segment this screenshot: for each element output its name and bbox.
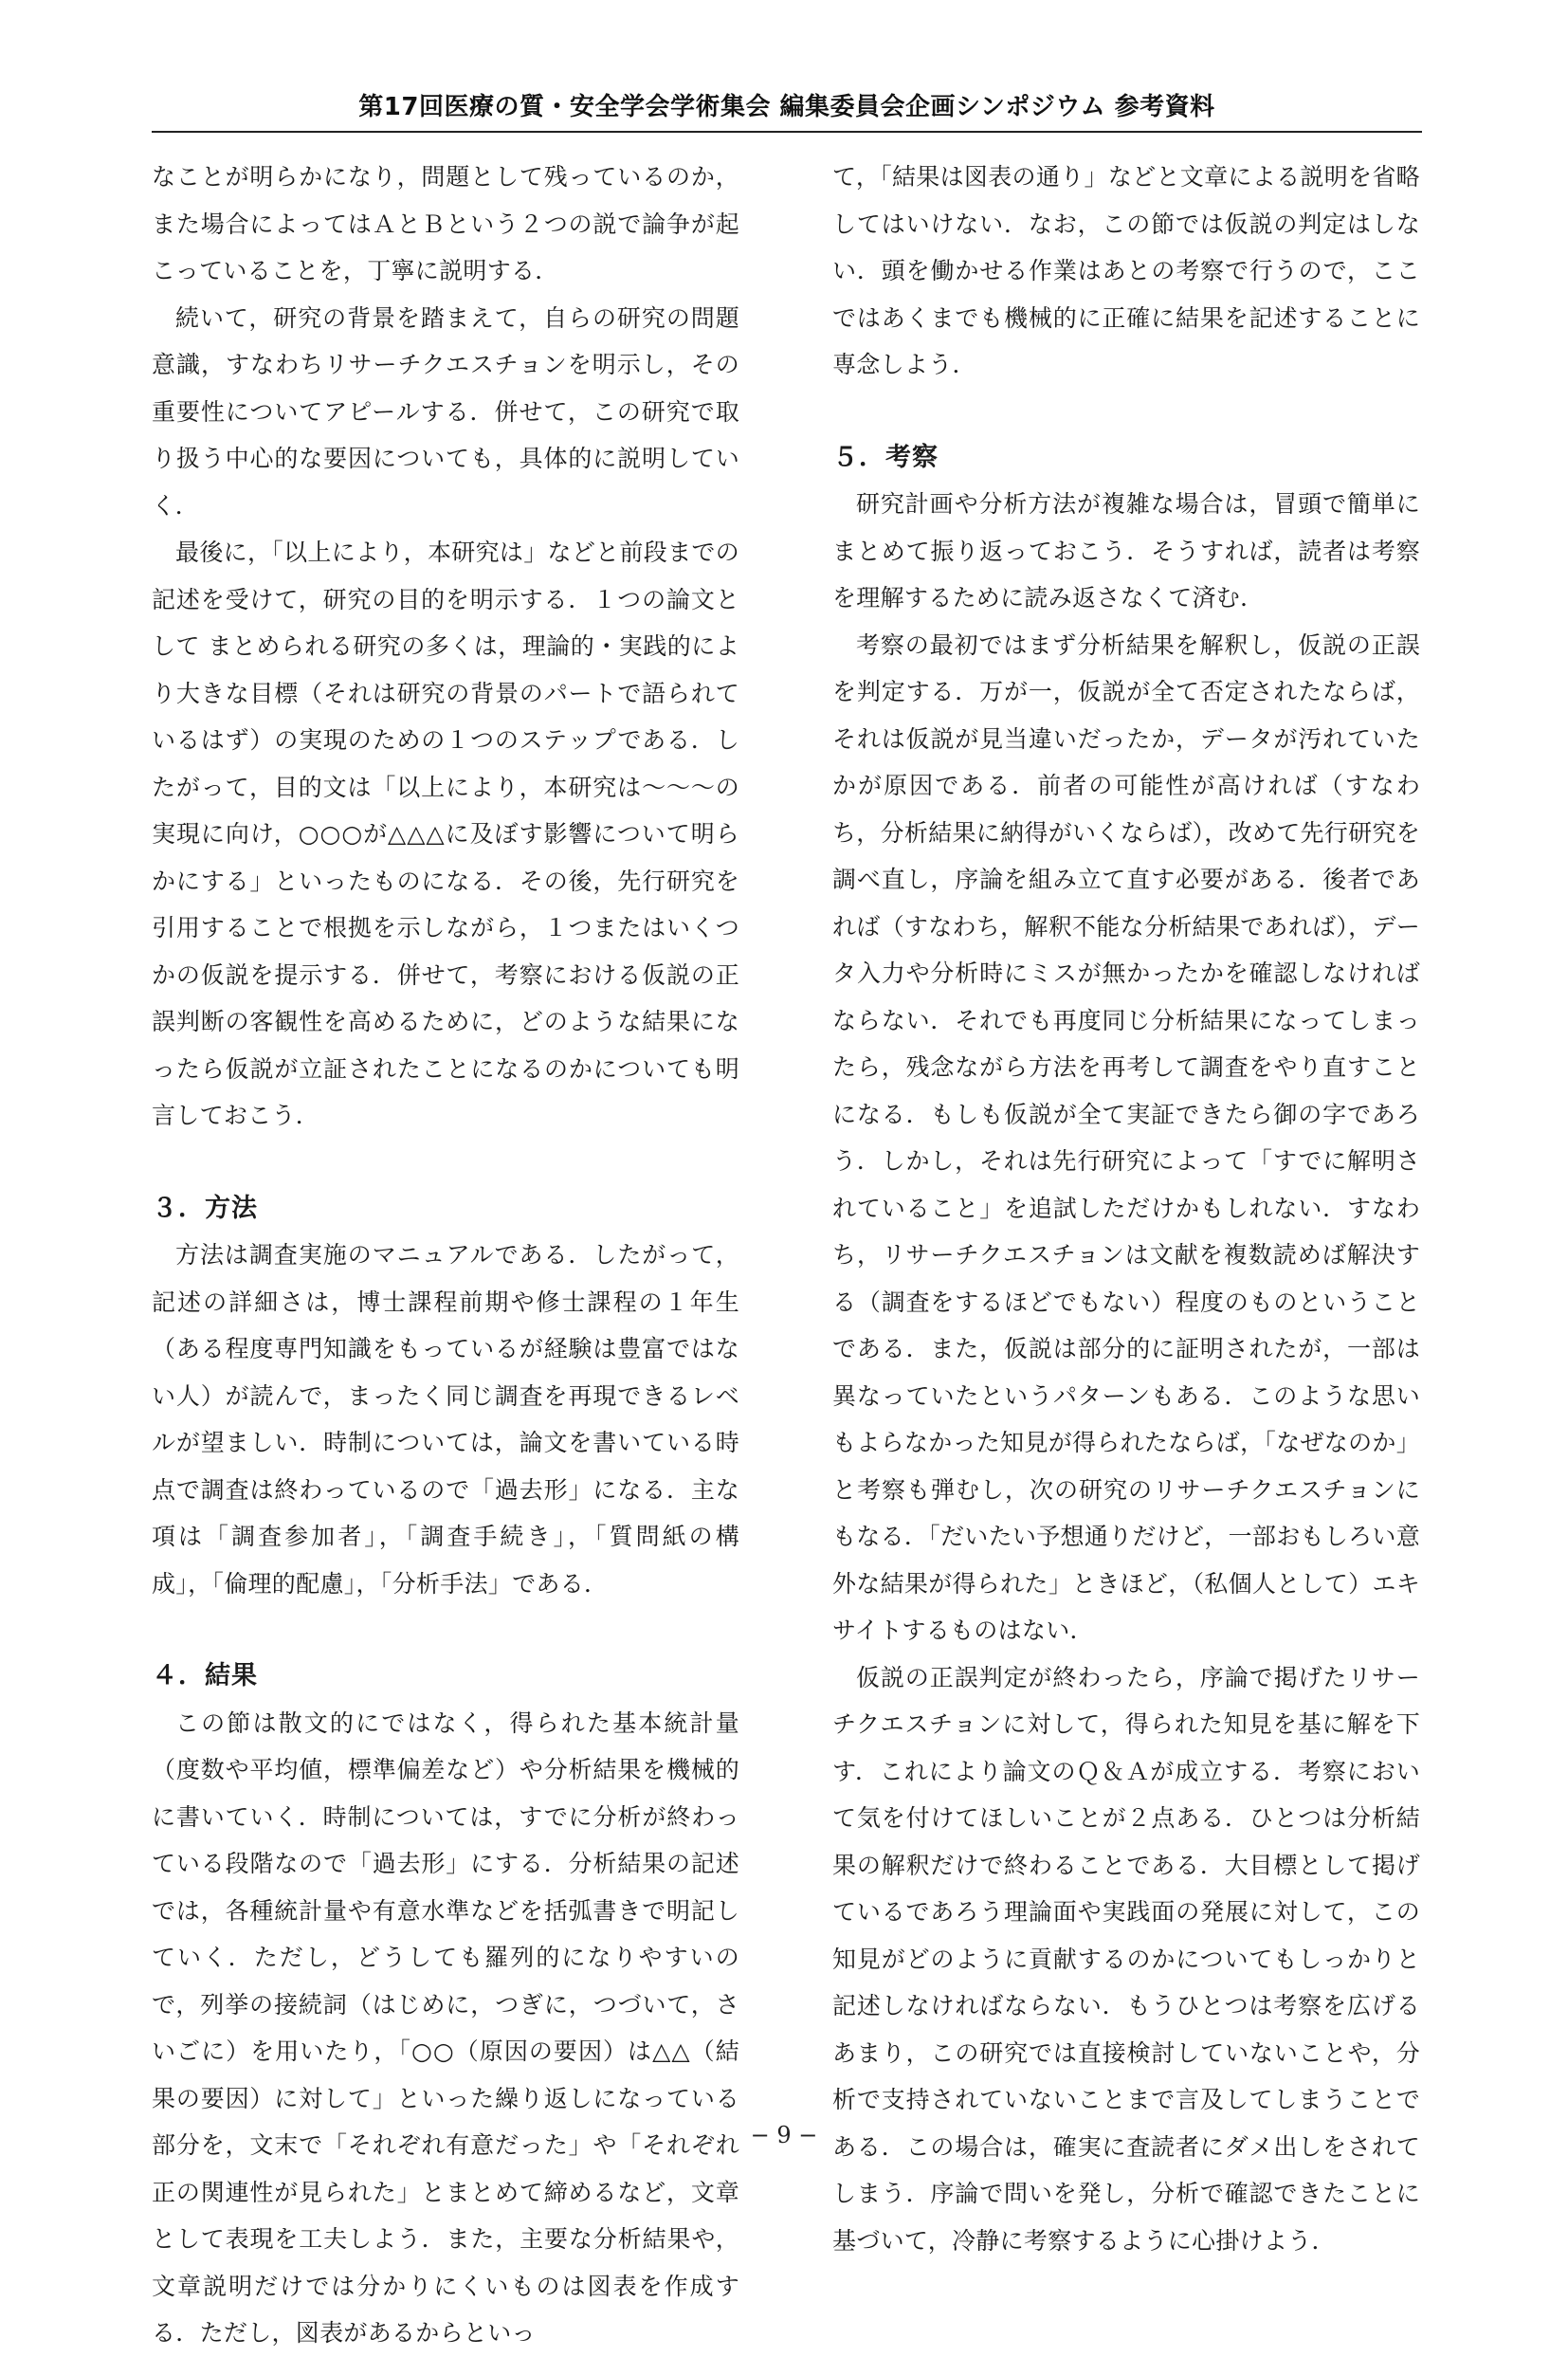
left-column (152, 154, 739, 2357)
right-column (832, 154, 1420, 2264)
paragraph: 研究計画や分析方法が複雑な場合は，冒頭で簡単にまとめて振り返っておこう．そうすれば，読者は考察を理解するために読み返さなくて済む． (832, 490, 1420, 612)
paragraph: 考察の最初ではまず分析結果を解釈し，仮説の正誤を判定する．万が一，仮説が全て否定されたならば，それは仮説が見当違いだったか，データが汚れていたかが原因である．前者の可能性が高ければ（すなわち，分析結果に納得がいくならば），改めて先行研究を調べ直し，序論を組み立て直す必要がある．後者であれば（すなわち，解釈不能な分析結果であれば），データ入力や分析時にミスが無かったかを確認しなければならない．それでも再度同じ分析結果になってしまったら，残念ながら方法を再考して調査をやり直すことになる．もしも仮説が全て実証できたら御の字であろう．しかし，それは先行研究によって「すでに解明されていること」を追試しただけかもしれない．すなわち，リサーチクエスチョンは文献を複数読めば解決する（調査をするほどでもない）程度のものということである．また，仮説は部分的に証明されたが，一部は異なっていたというパターンもある．このような思いもよらなかった知見が得られたならば，「なぜなのか」と考察も弾むし，次の研究のリサーチクエスチョンにもなる．「だいたい予想通りだけど，一部おもしろい意外な結果が得られた」ときほど，（私個人として）エキサイトするものはない． (832, 630, 1421, 1644)
paragraph: なことが明らかになり，問題として残っているのか，また場合によってはＡとＢという２つの説で論争が起こっていることを，丁寧に説明する． (152, 163, 739, 284)
paragraph: て，「結果は図表の通り」などと文章による説明を省略してはいけない．なお，この節では仮説の判定はしない．頭を働かせる作業はあとの考察で行うので，ここではあくまでも機械的に正確に結果を記述することに専念しよう． (832, 163, 1420, 378)
paragraph: 仮説の正誤判定が終わったら，序論で掲げたリサーチクエスチョンに対して，得られた知見を基に解を下す．これにより論文のＱ＆Ａが成立する．考察において気を付けてほしいことが２点ある．ひとつは分析結果の解釈だけで終わることである．大目標として掲げているであろう理論面や実践面の発展に対して，この知見がどのように貢献するのかについてもしっかりと記述しなければならない．もうひとつは考察を広げるあまり，この研究では直接検討していないことや，分析で支持されていないことまで言及してしまうことである．この場合は，確実に査読者にダメ出しをされてしまう．序論で問いを発し，分析で確認できたことに基づいて，冷静に考察するように心掛けよう． (832, 1663, 1420, 2255)
header-rule (152, 131, 1422, 133)
paragraph: 続いて，研究の背景を踏まえて，自らの研究の問題意識，すなわちリサーチクエスチョンを明示し，その重要性についてアピールする．併せて，この研究で取り扱う中心的な要因についても，具体的に説明していく． (152, 303, 739, 520)
paragraph: この節は散文的にではなく，得られた基本統計量（度数や平均値，標準偏差など）や分析結果を機械的に書いていく．時制については，すでに分析が終わっている段階なので「過去形」にする．分析結果の記述では，各種統計量や有意水準などを括弧書きで明記していく．ただし，どうしても羅列的になりやすいので，列挙の接続詞（はじめに，つぎに，つづいて，さいごに）を用いたり，「○○（原因の要因）は△△（結果の要因）に対して」といった繰り返しになっている部分を，文末で「それぞれ有意だった」や「それぞれ正の関連性が見られた」とまとめて締めるなど，文章として表現を工夫しよう．また，主要な分析結果や，文章説明だけでは分かりにくいものは図表を作成する．ただし，図表があるからといっ (152, 1708, 739, 2347)
section-heading-discussion: ５．考察 (832, 442, 939, 472)
running-header: 第17回医療の質・安全学会学術集会 編集委員会企画シンポジウム 参考資料 (358, 93, 1215, 121)
section-heading-results: ４．結果 (152, 1661, 258, 1690)
page-number: − 9 − (750, 2122, 818, 2148)
section-heading-methods: ３．方法 (152, 1193, 258, 1223)
paragraph: 方法は調査実施のマニュアルである．したがって，記述の詳細さは，博士課程前期や修士課程の１年生（ある程度専門知識をもっているが経験は豊富ではない人）が読んで，まったく同じ調査を再現できるレベルが望ましい．時制については，論文を書いている時点で調査は終わっているので「過去形」になる．主な項は「調査参加者」，「調査手続き」，「質問紙の構成」，「倫理的配慮」，「分析手法」である． (152, 1241, 739, 1598)
paragraph: 最後に，「以上により，本研究は」などと前段までの記述を受けて，研究の目的を明示する．１つの論文として まとめられる研究の多くは，理論的・実践的により大きな目標（それは研究の背景のパートで語られているはず）の実現のための１つのステップである．したがって，目的文は「以上により，本研究は〜〜〜の実現に向け，○○○が△△△に及ぼす影響について明らかにする」といったものになる．その後，先行研究を引用することで根拠を示しながら，１つまたはいくつかの仮説を提示する．併せて，考察における仮説の正誤判断の客観性を高めるために，どのような結果になったら仮説が立証されたことになるのかについても明言しておこう． (152, 539, 739, 1129)
